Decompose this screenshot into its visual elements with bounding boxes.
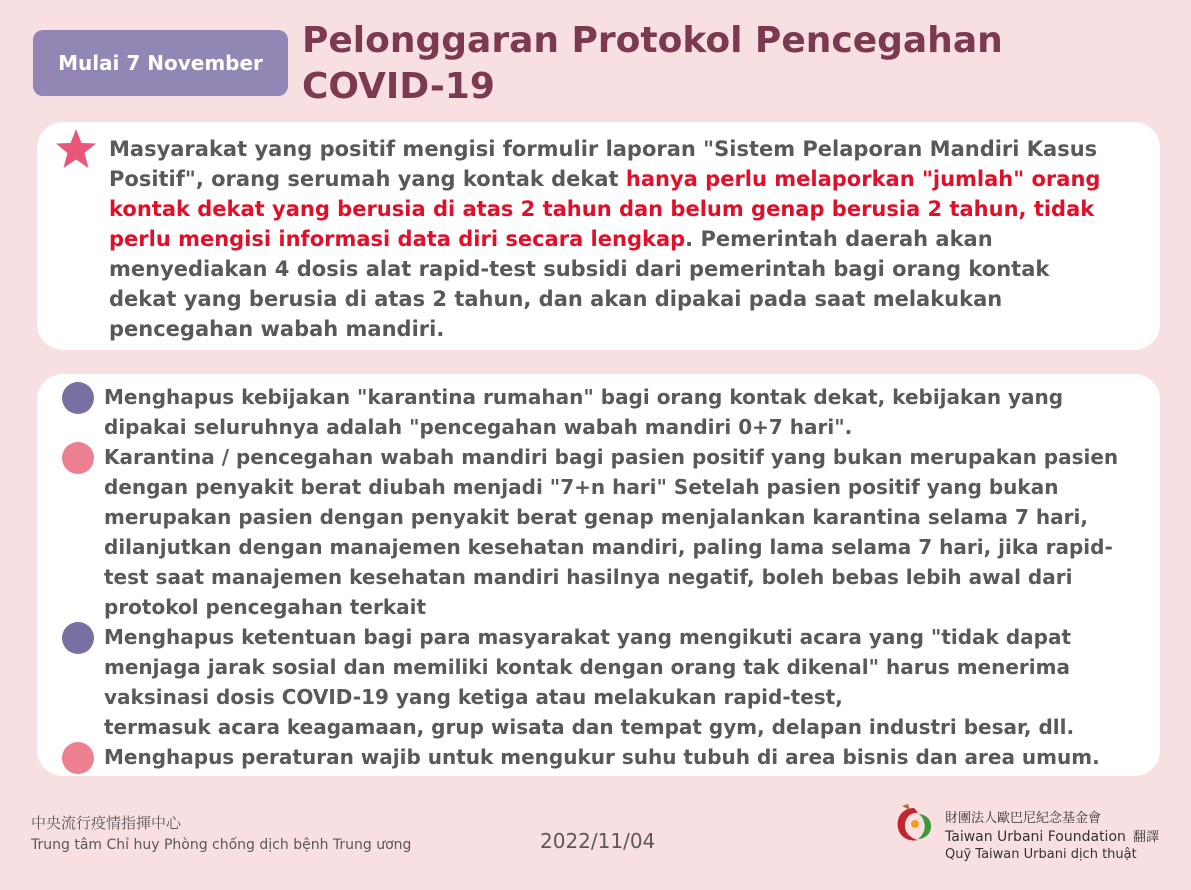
list-item: [62, 622, 1142, 742]
highlight-text-3: . Pemerintah daerah akan menyediakan 4 dosis alat rapid-test subsidi dari pemerintah bagi orang kontak dekat yang berusia di atas 2 tahun, dan akan dipakai pada saat melakukan pencegahan wabah mandiri.: [109, 227, 1050, 341]
list-item-text: Karantina / pencegahan wabah mandiri bagi pasien positif yang bukan merupakan pasien dengan penyakit berat diubah menjadi "7+n hari" Setelah pasien positif yang bukan merupakan pasien dengan penyakit berat genap menjalankan karantina selama 7 hari, dilanjutkan dengan manajemen kesehatan mandiri, paling lama selama 7 hari, jika rapid-test saat manajemen kesehatan mandiri hasilnya negatif, boleh bebas lebih awal dari protokol pencegahan terkait: [104, 445, 1119, 619]
translation-label: 翻譯: [1133, 830, 1160, 845]
star-icon: [54, 127, 98, 171]
list-item: [62, 742, 1142, 772]
bullet-dot: [62, 382, 94, 414]
foundation-logo-icon: [888, 800, 940, 844]
translator-org: [945, 810, 1137, 864]
date-badge: Mulai 7 November: [33, 30, 288, 96]
highlight-paragraph: [109, 134, 1109, 344]
title-line-2: COVID-19: [302, 66, 495, 107]
list-item: [62, 382, 1142, 442]
org-name-vi: Quỹ Taiwan Urbani dịch thuật: [945, 847, 1137, 862]
bullet-dot: [62, 742, 94, 774]
list-item-text: Menghapus ketentuan bagi para masyarakat yang mengikuti acara yang "tidak dapat menjaga jarak sosial dan memiliki kontak dengan orang tak dikenal" harus menerima vaksinasi dosis COVID-19 yang ketiga atau melakukan rapid-test,: [104, 625, 1072, 709]
list-item-text: Menghapus peraturan wajib untuk mengukur suhu tubuh di area bisnis dan area umum.: [104, 745, 1100, 769]
list-item: [62, 442, 1142, 622]
highlight-text-1: Masyarakat yang positif mengisi formulir laporan "Sistem Pelaporan Mandiri Kasus Positif", orang serumah yang kontak dekat: [109, 137, 1098, 191]
agency-name-vi: Trung tâm Chỉ huy Phòng chống dịch bệnh Trung ương: [31, 837, 412, 853]
page-title: [302, 18, 1162, 110]
agency-name-zh: 中央流行疫情指揮中心: [31, 814, 182, 832]
bullet-dot: [62, 622, 94, 654]
publish-date: 2022/11/04: [540, 829, 656, 853]
title-line-1: Pelonggaran Protokol Pencegahan: [302, 20, 1003, 61]
policy-list: [62, 382, 1142, 772]
org-name-en: Taiwan Urbani Foundation: [945, 829, 1126, 845]
org-name-zh: 財團法人歐巴尼紀念基金會: [945, 811, 1102, 826]
list-item-text: Menghapus kebijakan "karantina rumahan" bagi orang kontak dekat, kebijakan yang dipakai seluruhnya adalah "pencegahan wabah mandiri 0+7 hari".: [104, 385, 1064, 439]
source-agency: [31, 812, 411, 856]
bullet-dot: [62, 442, 94, 474]
highlight-text-red: hanya perlu melaporkan "jumlah" orang kontak dekat yang berusia di atas 2 tahun dan belum genap berusia 2 tahun, tidak perlu mengisi informasi data diri secara lengkap: [109, 167, 1101, 251]
list-item-text-continued: termasuk acara keagamaan, grup wisata dan tempat gym, delapan industri besar, dll.: [104, 715, 1075, 739]
